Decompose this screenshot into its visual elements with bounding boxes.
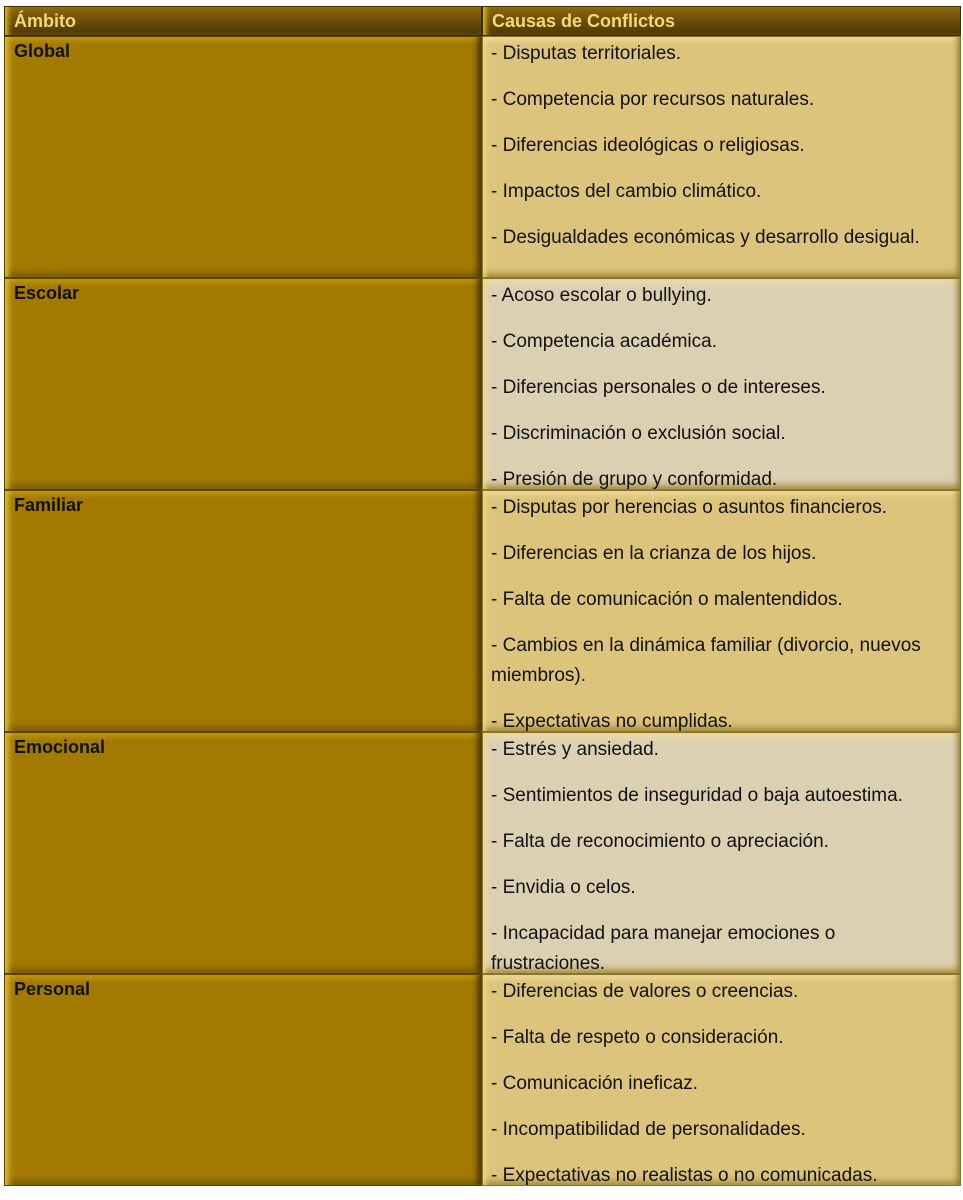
cause-item: - Impactos del cambio climático.: [491, 181, 762, 202]
cause-item: - Diferencias de valores o creencias.: [491, 981, 799, 1002]
causes-cell: [482, 278, 961, 490]
causes-cell: [482, 36, 961, 278]
causes-cell: [482, 732, 961, 974]
table-row: [4, 732, 961, 974]
conflict-causes-table: [4, 6, 961, 1186]
scope-cell: [4, 36, 482, 278]
cause-item: - Falta de respeto o consideración.: [491, 1027, 784, 1048]
scope-cell: [4, 974, 482, 1186]
scope-label: Emocional: [14, 737, 106, 757]
cause-item: - Estrés y ansiedad.: [491, 739, 659, 760]
causes-cell: [482, 974, 961, 1186]
scope-label: Personal: [14, 979, 91, 999]
table-header-row: [4, 6, 961, 36]
header-causes: Causas de Conflictos: [482, 6, 961, 36]
cause-item: - Presión de grupo y conformidad.: [491, 469, 778, 490]
cause-item: - Falta de reconocimiento o apreciación.: [491, 831, 829, 852]
scope-cell: [4, 490, 482, 732]
cause-item: - Envidia o celos.: [491, 877, 636, 898]
cause-item: - Incompatibilidad de personalidades.: [491, 1119, 806, 1140]
cause-item: - Expectativas no realistas o no comunicadas.: [491, 1165, 878, 1186]
table-row: [4, 36, 961, 278]
cause-item: - Diferencias ideológicas o religiosas.: [491, 135, 805, 156]
cause-item: - Discriminación o exclusión social.: [491, 423, 786, 444]
table-row: [4, 278, 961, 490]
cause-item: - Disputas por herencias o asuntos financieros.: [491, 497, 888, 518]
cause-item: - Competencia por recursos naturales.: [491, 89, 815, 110]
cause-item: - Incapacidad para manejar emociones o frustraciones.: [491, 923, 836, 974]
scope-label: Escolar: [14, 283, 80, 303]
table-row: [4, 490, 961, 732]
cause-item: - Falta de comunicación o malentendidos.: [491, 589, 843, 610]
scope-label: Familiar: [14, 495, 84, 515]
cause-item: - Diferencias en la crianza de los hijos.: [491, 543, 817, 564]
header-scope: Ámbito: [4, 6, 482, 36]
cause-item: - Competencia académica.: [491, 331, 717, 352]
table-row: [4, 974, 961, 1186]
scope-cell: [4, 278, 482, 490]
cause-item: - Desigualdades económicas y desarrollo desigual.: [491, 227, 920, 248]
cause-item: - Acoso escolar o bullying.: [491, 285, 712, 306]
cause-item: - Comunicación ineficaz.: [491, 1073, 698, 1094]
cause-item: - Expectativas no cumplidas.: [491, 711, 733, 732]
causes-cell: [482, 490, 961, 732]
cause-item: - Disputas territoriales.: [491, 43, 682, 64]
cause-item: - Sentimientos de inseguridad o baja autoestima.: [491, 785, 903, 806]
scope-label: Global: [14, 41, 71, 61]
cause-item: - Diferencias personales o de intereses.: [491, 377, 826, 398]
scope-cell: [4, 732, 482, 974]
cause-item: - Cambios en la dinámica familiar (divorcio, nuevos miembros).: [491, 635, 921, 686]
